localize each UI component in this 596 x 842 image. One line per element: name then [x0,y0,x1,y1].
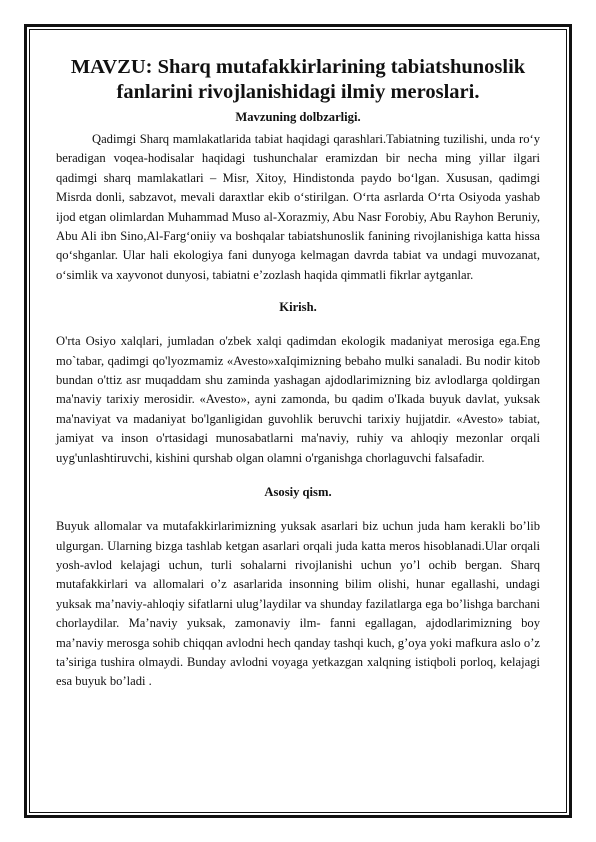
document-title: MAVZU: Sharq mutafakkirlarining tabiatshunoslik fanlarini rivojlanishidagi ilmiy meroslari. [70,56,526,103]
document-body [56,55,540,692]
section-paragraph-main-part: Buyuk allomalar va mutafakkirlarimizning yuksak asarlari biz uchun juda ham kerakli bo’lib ulgurgan. Ularning bizga tashlab ketgan asarlari orqali juda katta meros hisoblanadi.Ular orqali yosh-avlod kelajagi uchun, turli sohalarni rivojlanishi uchun yo’l ochib bergan. Sharq mutafakkirlari va allomalari o’z asarlarida insonning bilim olishi, hunar egallashi, undagi yuksak ma’naviy-ahloqiy sifatlarni ulug’laydilar va shunday fazilatlarga ega bo’lishga barchani chorlaydilar. Ma’naviy yuksak, zamonaviy ilm- fanni egallagan, ajdodlarimizning boy ma’naviy merosga sohib chiqqan avlodni hech qanday tashqi kuch, g’oya yoki mafkura aslo o’z ta’siriga tushira olmaydi. Bunday avlodni voyaga yetkazgan xalqning istiqboli porloq, kelajagi esa buyuk bo’ladi . [56,519,540,689]
section-heading-main-part: Asosiy qism. [264,485,332,500]
section-heading-relevance: Mavzuning dolbzarligi. [235,110,361,124]
section-heading-introduction: Kirish. [279,300,317,315]
section-paragraph-relevance: Qadimgi Sharq mamlakatlarida tabiat haqidagi qarashlari.Tabiatning tuzilishi, unda ro‘y beradigan voqea-hodisalar haqidagi tushunchalar eramizdan bir necha ming yillar ilgari qadimgi sharq mamlakatlari – Misr, Xitoy, Hindistonda paydo bo‘lgan. Xususan, qadimgi Misrda donli, sabzavot, mevali daraxtlar ekib o‘stirilgan. O‘rta asrlarda O‘rta Osiyoda yashab ijod etgan olimlardan Muhammad Muso al-Xorazmiy, Abu Nasr Forobiy, Abu Rayhon Beruniy, Abu Ali ibn Sino,Al-Farg‘oniiy va boshqalar tabiatshunoslik fanining rivojlanishiga katta hissa qo‘shganlar. Ular hali ekologiya fani dunyoga kelmagan davrda tabiat va undagi muvozanat, o‘simlik va xayvonot dunyosi, tabiatni e’zozlash haqida qimmatli fikrlar aytganlar. [56,132,540,282]
section-paragraph-introduction: O'rta Osiyo xalqlari, jumladan o'zbek xalqi qadimdan ekologik madaniyat merosiga ega.Eng mo`tabar, qadimgi qo'lyozmamiz «Avesto»xaIqimizning bebaho mulki sanaladi. Bu nodir kitob bundan o'ttiz asr muqaddam shu zaminda yashagan ajdodlarimizning biz avlodlarga qoldirgan ma'naviy tarixiy merosidir. «Avesto», ayni zamonda, bu qadim o'Ikada buyuk davlat, yuksak ma'naviyat va madaniyat bo'lganligidan guvohlik beruvchi tarixiy hujjatdir. «Avesto» tabiat, jamiyat va inson o'rtasidagi munosabatlarni ma'naviy, ruhiy va ahloqiy mezonlar orqali uyg'unlashtiruvchi, kishini qurshab olgan olamni o'rganishga chorlaguvchi falsafadir. [56,334,540,465]
